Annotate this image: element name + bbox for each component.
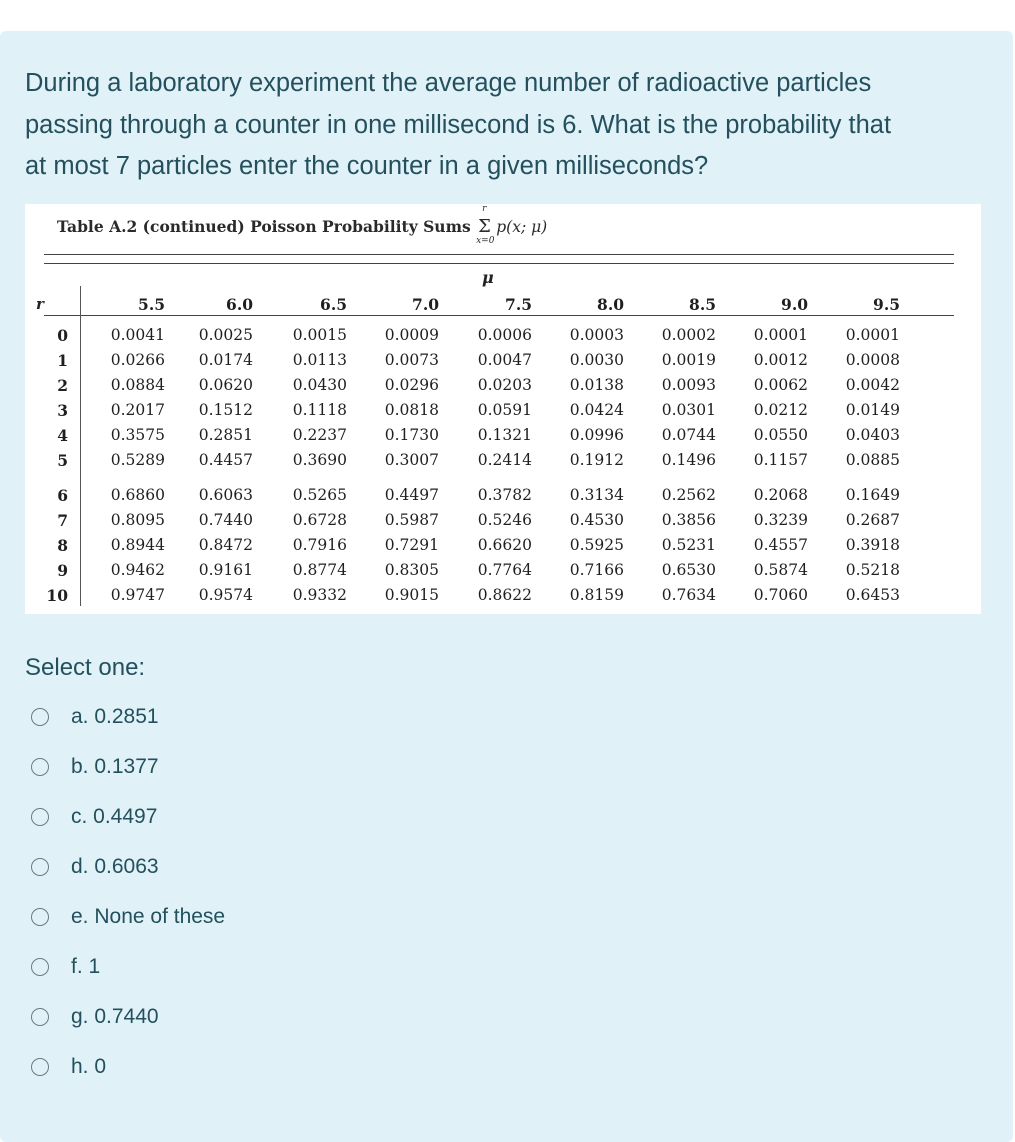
radio-button[interactable] bbox=[31, 858, 49, 876]
table-cell: 0.7440 bbox=[198, 511, 253, 529]
table-cell: 0.7764 bbox=[477, 561, 532, 579]
table-cell: 0.3239 bbox=[753, 511, 808, 529]
radio-button[interactable] bbox=[31, 708, 49, 726]
row-label: 8 bbox=[57, 536, 68, 555]
table-cell: 0.7060 bbox=[753, 586, 808, 604]
table-cell: 0.1496 bbox=[661, 451, 716, 469]
summation-symbol bbox=[476, 204, 495, 246]
table-cell: 0.1157 bbox=[753, 451, 808, 469]
answer-option[interactable] bbox=[31, 1050, 106, 1084]
table-cell: 0.0203 bbox=[477, 376, 532, 394]
table-cell: 0.6860 bbox=[110, 486, 165, 504]
radio-button[interactable] bbox=[31, 758, 49, 776]
table-cell: 0.0884 bbox=[110, 376, 165, 394]
question-line: During a laboratory experiment the average number of radioactive particles bbox=[25, 69, 872, 97]
mu-column-header: 6.0 bbox=[226, 295, 253, 314]
row-label: 2 bbox=[57, 376, 68, 395]
mu-column-header: 9.5 bbox=[873, 295, 900, 314]
table-header-rule bbox=[44, 315, 954, 316]
radio-button[interactable] bbox=[31, 1058, 49, 1076]
table-cell: 0.0818 bbox=[384, 401, 439, 419]
table-cell: 0.6728 bbox=[292, 511, 347, 529]
table-cell: 0.8622 bbox=[477, 586, 532, 604]
table-cell: 0.1321 bbox=[477, 426, 532, 444]
table-cell: 0.4557 bbox=[753, 536, 808, 554]
summation-function: p(x; μ) bbox=[496, 218, 548, 236]
table-cell: 0.7916 bbox=[292, 536, 347, 554]
table-cell: 0.1512 bbox=[198, 401, 253, 419]
mu-column-header: 8.5 bbox=[689, 295, 716, 314]
table-cell: 0.6530 bbox=[661, 561, 716, 579]
table-cell: 0.5246 bbox=[477, 511, 532, 529]
answer-option-label[interactable]: d. 0.6063 bbox=[71, 855, 159, 878]
table-cell: 0.4457 bbox=[198, 451, 253, 469]
table-cell: 0.0073 bbox=[384, 351, 439, 369]
table-cell: 0.8095 bbox=[110, 511, 165, 529]
table-cell: 0.8774 bbox=[292, 561, 347, 579]
table-cell: 0.9747 bbox=[110, 586, 165, 604]
summation-upper-bound: r bbox=[482, 204, 487, 214]
mu-column-header: 9.0 bbox=[781, 295, 808, 314]
answer-option[interactable] bbox=[31, 900, 225, 934]
table-cell: 0.5925 bbox=[569, 536, 624, 554]
table-cell: 0.0002 bbox=[661, 326, 716, 344]
table-cell: 0.0113 bbox=[292, 351, 347, 369]
mu-column-header: 6.5 bbox=[320, 295, 347, 314]
table-cell: 0.7291 bbox=[384, 536, 439, 554]
table-cell: 0.0012 bbox=[753, 351, 808, 369]
answer-option-label[interactable]: f. 1 bbox=[71, 955, 101, 978]
table-cell: 0.5231 bbox=[661, 536, 716, 554]
answer-option-label[interactable]: e. None of these bbox=[71, 905, 226, 928]
table-cell: 0.0047 bbox=[477, 351, 532, 369]
table-cell: 0.0015 bbox=[292, 326, 347, 344]
table-cell: 0.3134 bbox=[569, 486, 624, 504]
table-cell: 0.0212 bbox=[753, 401, 808, 419]
row-label: 1 bbox=[57, 351, 68, 370]
table-divider-line bbox=[80, 286, 81, 606]
table-cell: 0.6063 bbox=[198, 486, 253, 504]
table-cell: 0.3918 bbox=[845, 536, 900, 554]
table-cell: 0.7166 bbox=[569, 561, 624, 579]
table-cell: 0.2562 bbox=[661, 486, 716, 504]
answer-option-label[interactable]: c. 0.4497 bbox=[71, 805, 158, 828]
row-label: 0 bbox=[57, 326, 68, 345]
table-cell: 0.8472 bbox=[198, 536, 253, 554]
table-cell: 0.0006 bbox=[477, 326, 532, 344]
row-label: 7 bbox=[57, 511, 68, 530]
table-cell: 0.0030 bbox=[569, 351, 624, 369]
mu-column-header: 7.0 bbox=[412, 295, 439, 314]
mu-column-header: 8.0 bbox=[597, 295, 624, 314]
table-cell: 0.3007 bbox=[384, 451, 439, 469]
table-cell: 0.9462 bbox=[110, 561, 165, 579]
table-cell: 0.0025 bbox=[198, 326, 253, 344]
answer-option[interactable] bbox=[31, 950, 100, 984]
table-cell: 0.0430 bbox=[292, 376, 347, 394]
table-cell: 0.0591 bbox=[477, 401, 532, 419]
question-text bbox=[25, 63, 990, 188]
table-cell: 0.0149 bbox=[845, 401, 900, 419]
answer-option-label[interactable]: a. 0.2851 bbox=[71, 705, 159, 728]
table-cell: 0.2068 bbox=[753, 486, 808, 504]
table-cell: 0.0266 bbox=[110, 351, 165, 369]
table-cell: 0.4497 bbox=[384, 486, 439, 504]
table-cell: 0.9015 bbox=[384, 586, 439, 604]
table-cell: 0.7634 bbox=[661, 586, 716, 604]
mu-header: μ bbox=[482, 268, 494, 287]
answer-option[interactable] bbox=[31, 700, 159, 734]
radio-button[interactable] bbox=[31, 808, 49, 826]
table-cell: 0.0403 bbox=[845, 426, 900, 444]
table-cell: 0.0424 bbox=[569, 401, 624, 419]
radio-button[interactable] bbox=[31, 908, 49, 926]
table-cell: 0.2687 bbox=[845, 511, 900, 529]
table-cell: 0.1118 bbox=[292, 401, 347, 419]
answer-option-label[interactable]: g. 0.7440 bbox=[71, 1005, 159, 1028]
row-label: 5 bbox=[57, 451, 68, 470]
table-cell: 0.6453 bbox=[845, 586, 900, 604]
row-label: 4 bbox=[57, 426, 68, 445]
mu-column-header: 5.5 bbox=[138, 295, 165, 314]
table-cell: 0.0003 bbox=[569, 326, 624, 344]
answer-option[interactable] bbox=[31, 750, 159, 784]
table-cell: 0.0042 bbox=[845, 376, 900, 394]
table-cell: 0.8944 bbox=[110, 536, 165, 554]
table-cell: 0.0296 bbox=[384, 376, 439, 394]
table-top-rule bbox=[44, 263, 954, 264]
row-header-r: r bbox=[36, 295, 44, 313]
table-cell: 0.3690 bbox=[292, 451, 347, 469]
row-label: 9 bbox=[57, 561, 68, 580]
question-line: at most 7 particles enter the counter in a given milliseconds? bbox=[25, 152, 709, 180]
answer-option[interactable] bbox=[31, 800, 157, 834]
table-cell: 0.5987 bbox=[384, 511, 439, 529]
table-cell: 0.0019 bbox=[661, 351, 716, 369]
table-cell: 0.0041 bbox=[110, 326, 165, 344]
answer-option-label[interactable]: h. 0 bbox=[71, 1055, 107, 1078]
table-cell: 0.0174 bbox=[198, 351, 253, 369]
radio-button[interactable] bbox=[31, 958, 49, 976]
table-cell: 0.9161 bbox=[198, 561, 253, 579]
table-cell: 0.3575 bbox=[110, 426, 165, 444]
mu-column-header: 7.5 bbox=[505, 295, 532, 314]
summation-lower-bound: x=0 bbox=[476, 236, 495, 246]
table-cell: 0.0009 bbox=[384, 326, 439, 344]
table-cell: 0.2017 bbox=[110, 401, 165, 419]
table-cell: 0.0620 bbox=[198, 376, 253, 394]
table-cell: 0.9574 bbox=[198, 586, 253, 604]
table-cell: 0.3782 bbox=[477, 486, 532, 504]
answer-option[interactable] bbox=[31, 1000, 159, 1034]
table-cell: 0.0093 bbox=[661, 376, 716, 394]
table-cell: 0.5874 bbox=[753, 561, 808, 579]
table-cell: 0.0885 bbox=[845, 451, 900, 469]
table-cell: 0.4530 bbox=[569, 511, 624, 529]
table-cell: 0.2851 bbox=[198, 426, 253, 444]
row-label: 3 bbox=[57, 401, 68, 420]
answer-option-label[interactable]: b. 0.1377 bbox=[71, 755, 159, 778]
table-cell: 0.6620 bbox=[477, 536, 532, 554]
table-top-rule bbox=[44, 254, 954, 255]
row-label: 10 bbox=[46, 586, 68, 605]
table-cell: 0.8305 bbox=[384, 561, 439, 579]
table-cell: 0.0062 bbox=[753, 376, 808, 394]
sigma-glyph: Σ bbox=[478, 216, 491, 237]
question-card bbox=[0, 31, 1013, 1142]
table-cell: 0.0138 bbox=[569, 376, 624, 394]
table-cell: 0.0301 bbox=[661, 401, 716, 419]
table-cell: 0.8159 bbox=[569, 586, 624, 604]
question-line: passing through a counter in one millisecond is 6. What is the probability that bbox=[25, 110, 892, 139]
table-caption bbox=[57, 204, 548, 246]
answer-option[interactable] bbox=[31, 850, 159, 884]
table-cell: 0.0996 bbox=[569, 426, 624, 444]
table-caption-text: Table A.2 (continued) Poisson Probability Sums bbox=[57, 217, 471, 236]
row-label: 6 bbox=[57, 486, 68, 505]
table-cell: 0.1649 bbox=[845, 486, 900, 504]
select-one-label: Select one: bbox=[25, 654, 146, 681]
table-cell: 0.0001 bbox=[845, 326, 900, 344]
table-cell: 0.1730 bbox=[384, 426, 439, 444]
radio-button[interactable] bbox=[31, 1008, 49, 1026]
table-cell: 0.0001 bbox=[753, 326, 808, 344]
table-cell: 0.5289 bbox=[110, 451, 165, 469]
table-cell: 0.3856 bbox=[661, 511, 716, 529]
table-cell: 0.0744 bbox=[661, 426, 716, 444]
table-cell: 0.2414 bbox=[477, 451, 532, 469]
table-cell: 0.0550 bbox=[753, 426, 808, 444]
table-cell: 0.5218 bbox=[845, 561, 900, 579]
table-cell: 0.2237 bbox=[292, 426, 347, 444]
table-cell: 0.0008 bbox=[845, 351, 900, 369]
table-cell: 0.9332 bbox=[292, 586, 347, 604]
table-cell: 0.5265 bbox=[292, 486, 347, 504]
table-cell: 0.1912 bbox=[569, 451, 624, 469]
